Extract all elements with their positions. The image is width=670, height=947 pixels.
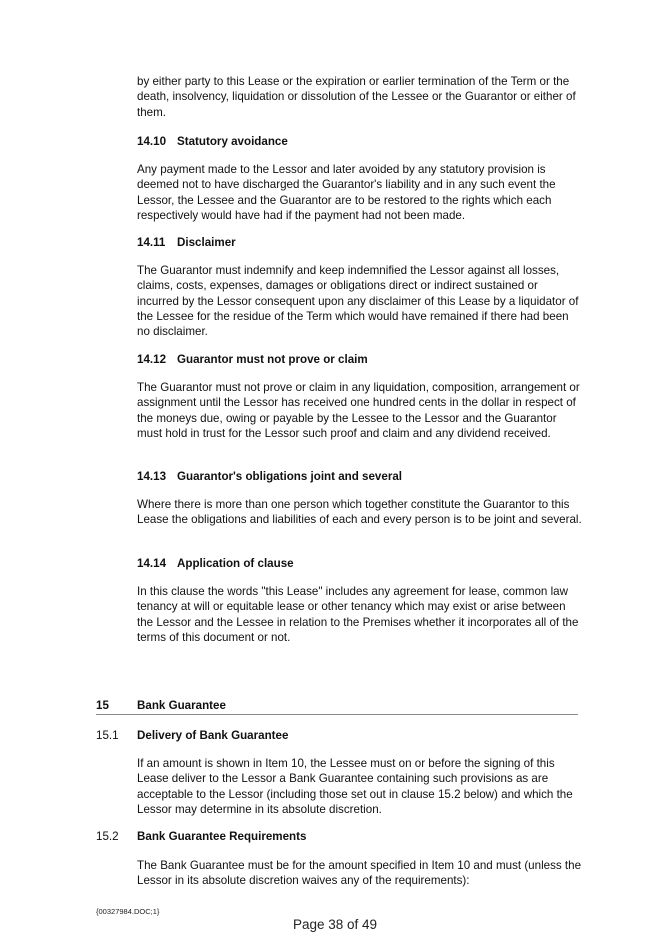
clause-15-1-text: If an amount is shown in Item 10, the Lessee must on or before the signing of this Lease deliver to the Lessor a Bank Guarantee containing such provisions as are acceptable to the Lessor (including those set out in clause 15.2 below) and which the Lessor may determine in its absolute discretion. <box>137 757 573 816</box>
clause-number: 14.13 <box>137 470 167 483</box>
clause-title: Application of clause <box>177 557 294 570</box>
clause-14-12-text: The Guarantor must not prove or claim in any liquidation, composition, arrangement or assignment until the Lessor has received one hundred cents in the dollar in respect of the moneys due, owing or payable by the Lessee to the Lessor and the Guarantor must hold in trust for the Lessor such proof and claim and any dividend received. <box>137 381 580 440</box>
clause-title: Guarantor must not prove or claim <box>177 353 368 366</box>
clause-number: 15.2 <box>96 830 119 843</box>
clause-title: Disclaimer <box>177 236 236 249</box>
clause-14-14-heading <box>137 556 294 571</box>
section-number: 15 <box>96 699 109 712</box>
clause-title: Bank Guarantee Requirements <box>137 830 307 843</box>
clause-14-10-text: Any payment made to the Lessor and later avoided by any statutory provision is deemed not to have discharged the Guarantor's liability and in any such event the Lessor, the Lessee and the Guarantor are to be restored to the rights which each respectively would have had if the payment had not been made. <box>137 163 556 222</box>
clause-14-13-heading <box>137 469 402 484</box>
clause-14-12-heading <box>137 352 368 367</box>
document-reference: {00327984.DOC;1} <box>96 907 160 916</box>
clause-title: Guarantor's obligations joint and several <box>177 470 403 483</box>
section-title: Bank Guarantee <box>137 699 226 712</box>
intro-paragraph: by either party to this Lease or the expiration or earlier termination of the Term or the death, insolvency, liquidation or dissolution of the Lessee or the Guarantor or either of them. <box>137 75 576 119</box>
clause-15-2-heading <box>96 829 306 844</box>
clause-15-2-text: The Bank Guarantee must be for the amount specified in Item 10 and must (unless the Lessor in its absolute discretion waives any of the requirements): <box>137 859 582 888</box>
clause-title: Statutory avoidance <box>177 135 288 148</box>
clause-number: 14.12 <box>137 353 167 366</box>
clause-14-14-text: In this clause the words "this Lease" includes any agreement for lease, common law tenancy at will or equitable lease or other tenancy which may exist or arise between the Lessor and the Lessee in relation to the Premises whether it incorporates all of the terms of this document or not. <box>137 585 579 644</box>
section-15-heading <box>96 697 578 715</box>
clause-14-13-text: Where there is more than one person which together constitute the Guarantor to this Lease the obligations and liabilities of each and every person is to be joint and several. <box>137 498 582 527</box>
clause-number: 14.10 <box>137 135 167 148</box>
clause-number: 14.11 <box>137 236 166 249</box>
clause-14-10-heading <box>137 134 288 149</box>
clause-15-1-heading <box>96 728 288 743</box>
clause-number: 14.14 <box>137 557 167 570</box>
page-number: Page 38 of 49 <box>292 917 378 932</box>
clause-title: Delivery of Bank Guarantee <box>137 729 289 742</box>
clause-number: 15.1 <box>96 729 119 742</box>
clause-14-11-text: The Guarantor must indemnify and keep indemnified the Lessor against all losses, claims, costs, expenses, damages or obligations direct or indirect sustained or incurred by the Lessor consequent upon any disclaimer of this Lease by a liquidator of the Lessee for the residue of the Term which would have remained if there had been no disclaimer. <box>137 264 579 339</box>
clause-14-11-heading <box>137 235 236 250</box>
